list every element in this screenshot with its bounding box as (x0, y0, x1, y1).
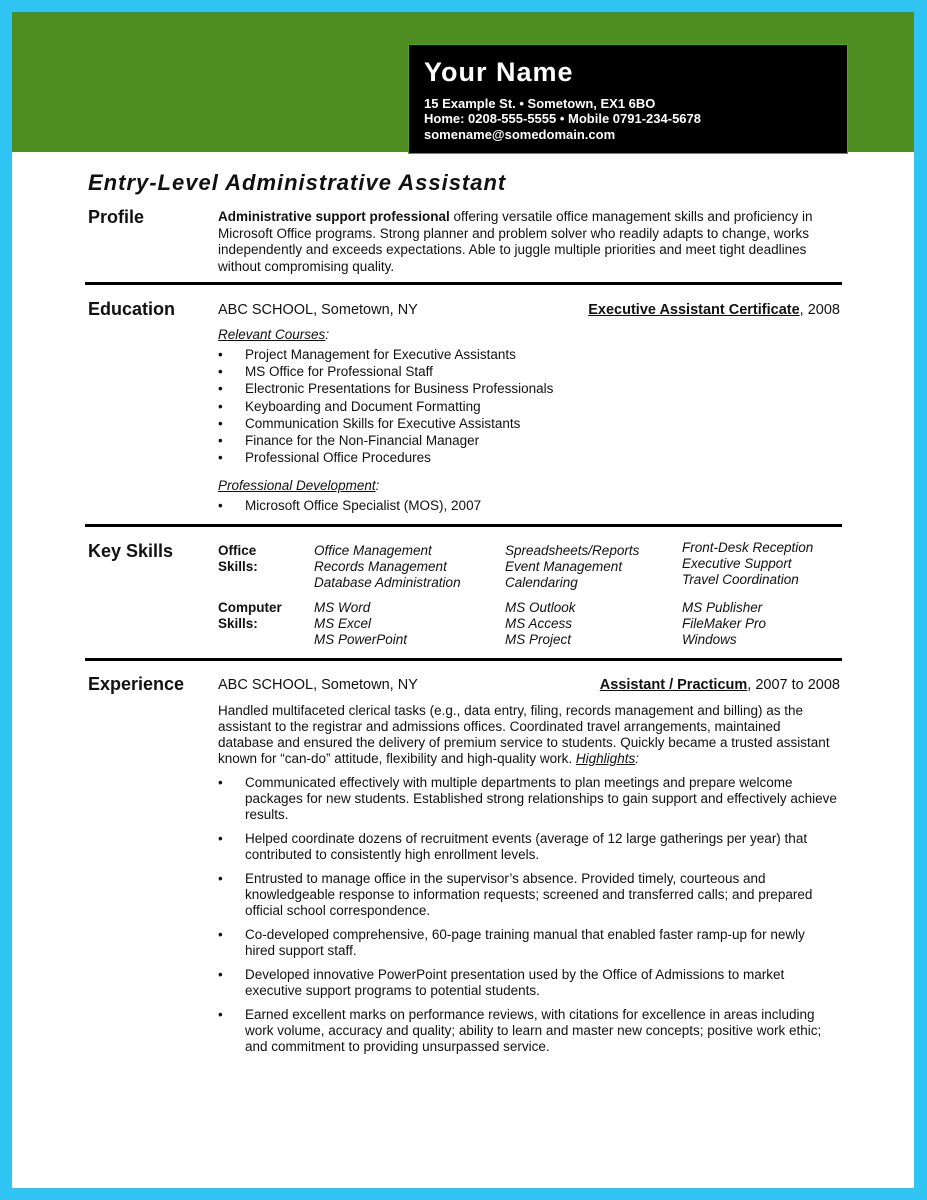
office-skills-col-1: Office Management Records Management Database Administration (314, 543, 461, 590)
profile-heading: Profile (88, 207, 145, 227)
list-item: • Finance for the Non-Financial Manager (218, 432, 553, 449)
experience-summary: Handled multifaceted clerical tasks (e.g., data entry, filing, records management and billing) as the assistant to the registrar and admissions offices. Coordinated travel arrangements, maintained database and ensured the delivery of premium service to students. Quickly became a trusted assistant known for “can-do” attitude, flexibility and high-quality work. Highlights: (218, 703, 830, 766)
list-item: • Microsoft Office Specialist (MOS), 2007 (218, 497, 481, 514)
professional-development-list (218, 497, 481, 514)
office-skills-label: Office Skills: (218, 543, 258, 574)
computer-skills-col-3: MS Publisher FileMaker Pro Windows (682, 600, 767, 647)
list-item: • Entrusted to manage office in the supervisor’s absence. Provided timely, courteous and knowledgeable response to information requests; screened and transferred calls; and prepared official school correspondence. (218, 871, 838, 919)
section-divider (85, 658, 842, 661)
phone-numbers: Home: 0208-555-5555 • Mobile 0791-234-5678 (424, 111, 701, 126)
list-item: • Helped coordinate dozens of recruitment events (average of 12 large gatherings per year) that contributed to consistently high enrollment levels. (218, 831, 838, 863)
experience-employer: ABC SCHOOL, Sometown, NY (218, 677, 418, 693)
experience-heading: Experience (88, 674, 185, 694)
list-item: • Co-developed comprehensive, 60-page training manual that enabled faster ramp-up for newly hired support staff. (218, 927, 838, 959)
education-certificate (560, 302, 840, 318)
list-item: • Communication Skills for Executive Assistants (218, 415, 553, 432)
experience-role (560, 677, 840, 693)
computer-skills-col-1: MS Word MS Excel MS PowerPoint (314, 600, 408, 647)
contact-box (408, 44, 848, 154)
certificate-name: Executive Assistant Certificate (588, 302, 800, 318)
candidate-name: Your Name (424, 57, 574, 87)
list-item: • MS Office for Professional Staff (218, 363, 553, 380)
role-title: Assistant / Practicum (599, 677, 748, 693)
education-school: ABC SCHOOL, Sometown, NY (218, 302, 418, 318)
education-heading: Education (88, 299, 176, 319)
professional-development-label: Professional Development: (218, 478, 380, 493)
section-divider (85, 524, 842, 527)
office-skills-col-3: Front-Desk Reception Executive Support Travel Coordination (682, 540, 814, 587)
profile-lead: Administrative support professional (218, 209, 450, 224)
key-skills-heading: Key Skills (88, 541, 174, 561)
certificate-year: , 2008 (799, 302, 840, 318)
highlights-label: Highlights (575, 751, 636, 766)
profile-text (218, 209, 838, 275)
list-item: • Keyboarding and Document Formatting (218, 398, 553, 415)
profile-body: offering versatile office management skills and proficiency in Microsoft Office programs. Strong planner and problem solver who readily adapts to change, works independently and exceeds expectations. Able to juggle multiple priorities and meet tight deadlines without compromising quality. (218, 209, 813, 274)
computer-skills-col-2: MS Outlook MS Access MS Project (505, 600, 576, 647)
list-item: • Electronic Presentations for Business Professionals (218, 380, 553, 397)
list-item: • Communicated effectively with multiple departments to plan meetings and prepare welcome packages for new students. Established strong relationships to gain support and effectively achieve results. (218, 775, 838, 823)
list-item: • Professional Office Procedures (218, 449, 553, 466)
address: 15 Example St. • Sometown, EX1 6BO (424, 96, 656, 111)
job-title: Entry-Level Administrative Assistant (88, 170, 507, 195)
email: somename@somedomain.com (424, 127, 616, 142)
list-item: • Developed innovative PowerPoint presentation used by the Office of Admissions to market executive support programs to potential students. (218, 967, 838, 999)
list-item: • Project Management for Executive Assistants (218, 346, 553, 363)
courses-label: Relevant Courses: (218, 327, 330, 342)
computer-skills-label: Computer Skills: (218, 600, 282, 631)
list-item: • Earned excellent marks on performance reviews, with citations for excellence in areas including work volume, accuracy and quality; ability to learn and master new concepts; positive work ethic; and commitment to providing unsurpassed service. (218, 1007, 838, 1055)
office-skills-col-2: Spreadsheets/Reports Event Management Calendaring (505, 543, 640, 590)
section-divider (85, 282, 842, 285)
role-dates: , 2007 to 2008 (747, 677, 840, 693)
courses-list (218, 346, 553, 466)
highlights-list (218, 775, 838, 1063)
